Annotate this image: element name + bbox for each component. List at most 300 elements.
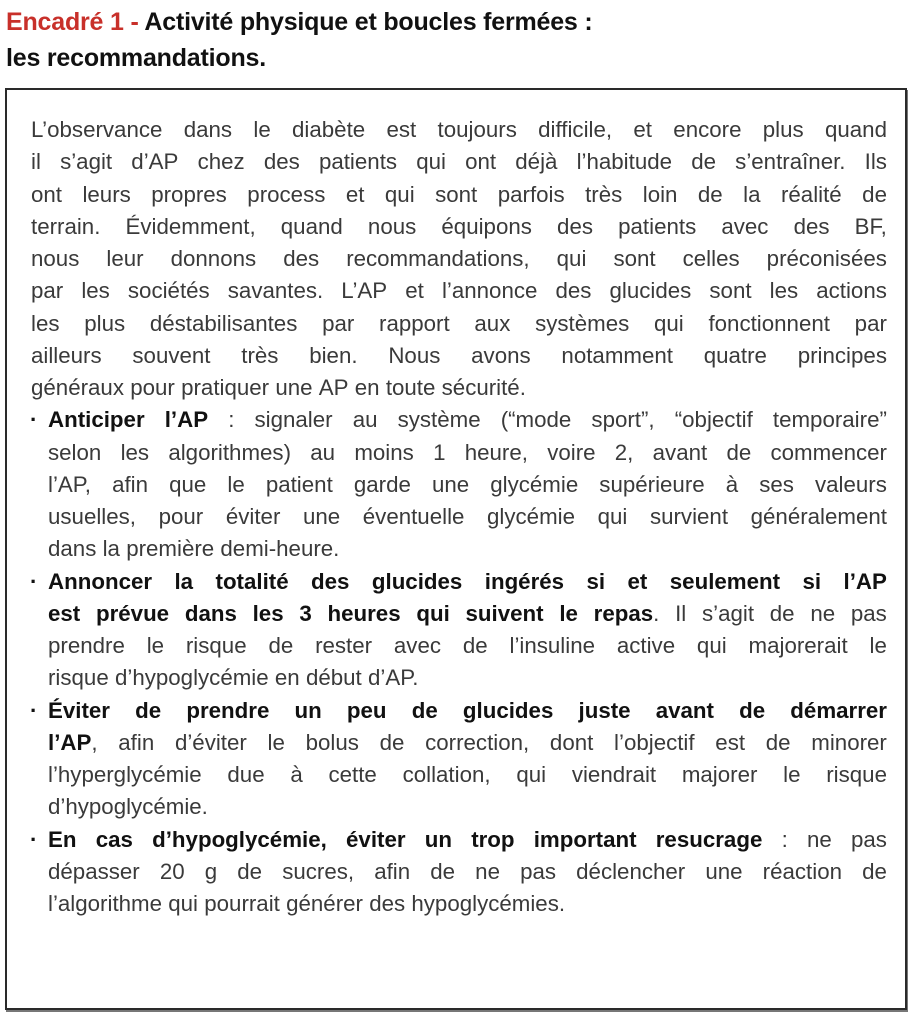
word [782,824,788,856]
word [185,598,237,630]
text: 2, [614,439,634,465]
text: et [633,117,652,142]
text: des [263,149,300,175]
word [286,888,363,920]
word [726,469,738,501]
text: cette [328,762,377,787]
text: avons [471,342,531,368]
text: de [769,600,795,626]
bold-text: et [627,568,648,594]
text: garde [353,471,411,497]
text: première [126,536,215,562]
word [433,437,445,469]
text: éviter [225,504,281,529]
text: à [725,471,739,497]
text: ne [806,826,832,852]
text: afin [112,471,149,497]
text-line [48,824,887,856]
word [152,824,327,856]
word [709,275,751,307]
word [475,856,500,888]
word [354,437,413,469]
word [184,114,232,146]
text: collation, [402,762,491,787]
text: qui [653,310,684,336]
word [705,856,742,888]
word [810,598,835,630]
word [299,598,311,630]
word [48,469,91,501]
word [169,469,206,501]
text-line [31,340,887,372]
text: pour [130,375,175,400]
text: le [227,471,245,497]
word [474,308,510,340]
word [466,598,544,630]
word [425,727,529,759]
word [726,437,751,469]
word [815,469,887,501]
word [432,469,469,501]
word [48,533,96,565]
word [498,179,565,211]
word [216,566,289,598]
text-line [48,501,887,533]
word [346,824,406,856]
word [346,179,365,211]
word [807,824,832,856]
bold-text: prévue [95,600,170,626]
text: afin [118,729,155,755]
text: une [302,504,341,529]
word [865,146,887,178]
text: dépasser [48,858,140,884]
word [771,437,887,469]
text: et [345,181,365,207]
bold-text: seulement [669,568,781,594]
text: supérieure [599,471,705,497]
text: recommandations, [346,246,530,271]
bold-text: En [48,826,77,852]
text: ne [475,858,500,884]
text: généralement [750,504,887,529]
text: . [653,600,660,626]
text: à [290,762,303,787]
text: souvent [132,342,211,368]
word [309,340,357,372]
word [319,372,349,404]
word [48,437,101,469]
text: le [267,729,285,755]
word [441,211,532,243]
word [31,308,60,340]
bold-text: resucrage [655,826,763,852]
word [572,759,656,791]
bold-text: est [48,600,81,626]
bold-text: cas [95,826,133,852]
text: risque [826,762,887,787]
text-line [48,533,887,565]
text: de [379,729,405,755]
bold-text: démarrer [790,697,887,723]
text: : [228,407,235,433]
bold-text: totalité [215,568,289,594]
text: Ils [864,149,887,175]
word [228,275,323,307]
text-line [31,114,887,146]
text: préconisées [766,246,887,271]
text: (“mode [500,407,572,433]
text: sont [613,246,656,271]
bold-text: prendre [186,697,270,723]
text: l’insuline [509,633,596,658]
text: et [405,278,424,304]
word [435,179,477,211]
word [442,275,537,307]
word [147,630,164,662]
text: Évidemment, [125,213,256,239]
word [816,275,887,307]
text: une [705,858,743,884]
bold-text: l’AP [164,407,209,433]
text: éventuelle [362,504,465,529]
text: les [120,439,150,465]
word [743,179,760,211]
word [31,372,124,404]
word [790,695,887,727]
word [826,759,887,791]
word [613,243,655,275]
bold-text: glucides [462,697,554,723]
word [869,630,886,662]
word [691,146,716,178]
word [347,695,387,727]
word [310,437,335,469]
bold-text: l’AP [843,568,887,594]
word [698,179,723,211]
bold-text: d’hypoglycémie, [152,826,327,852]
text: avant [652,439,708,465]
word [247,179,325,211]
recommendation-item [31,824,887,921]
text: l’habitude [576,149,673,175]
word [670,566,780,598]
word [31,211,100,243]
recommendation-item [31,695,887,824]
text: commencer [770,439,887,465]
text-line [31,179,887,211]
title-line-2: les recommandations. [6,44,266,72]
word [697,630,727,662]
recommendation-item [31,404,887,565]
text: de [691,149,717,175]
word [550,727,593,759]
text: terrain. [31,213,101,239]
word [31,146,41,178]
text-line [31,146,887,178]
word [353,404,378,436]
bold-text: suivent [465,600,544,626]
word [281,211,343,243]
text-line [48,727,887,759]
text: notamment [561,342,673,368]
bold-text: qui [416,600,450,626]
text: “objectif [674,407,753,433]
word [844,566,887,598]
word [851,824,887,856]
word [394,630,441,662]
word [48,404,145,436]
text: demi-heure. [220,536,340,562]
word [561,340,673,372]
word [379,308,450,340]
text-line [48,856,887,888]
word [704,340,767,372]
word [398,404,481,436]
text: généraux [31,375,124,400]
text: déclencher [576,858,686,884]
text-line [48,695,887,727]
word [770,275,799,307]
text-line [48,566,887,598]
word [292,114,365,146]
word [31,243,79,275]
text: glycémie [487,504,575,529]
word [557,211,593,243]
text: process [247,181,326,207]
text: pas [850,826,887,852]
text: leur [106,246,144,271]
word [739,695,765,727]
word [749,630,848,662]
text: d’AP. [367,665,419,691]
text: sont [709,278,752,304]
bullet-icon: · [30,407,38,433]
text: majorerait [748,633,848,658]
text: déstabilisantes [149,310,298,336]
word [485,566,564,598]
word [290,759,302,791]
text: qui [384,181,415,207]
word [411,888,565,920]
text: bolus [305,729,359,755]
text: de [765,729,791,755]
text: sucres, [282,858,355,884]
word [386,114,416,146]
text: active [616,633,676,658]
text-line [48,437,887,469]
text: d’AP [131,149,179,175]
word [322,308,354,340]
word [372,566,462,598]
word [306,727,359,759]
word [654,308,684,340]
text: d’éviter [174,729,247,755]
text: 1 [433,439,446,465]
text: algorithmes) [168,439,292,465]
word [48,824,77,856]
word [405,275,424,307]
bullet-icon: · [30,697,38,723]
word [803,566,822,598]
word [594,598,660,630]
text: quand [824,117,887,142]
text-line [48,888,887,920]
word [327,598,400,630]
word [131,146,178,178]
text-line [48,662,887,694]
text-line [31,372,887,404]
text: de [862,858,887,884]
word [48,501,136,533]
text: chez [197,149,245,175]
word [198,146,245,178]
box-body [31,114,887,920]
text: des [369,891,406,916]
text: heure, [464,439,528,465]
text: avec [393,633,442,658]
word [48,695,110,727]
word [31,114,162,146]
word [633,114,652,146]
intro-paragraph [31,114,887,404]
text: en [354,375,380,400]
text-line [48,598,887,630]
word [204,888,280,920]
text: s’agit [60,149,113,175]
word [227,759,264,791]
word [126,211,256,243]
text: des [283,246,320,271]
word [160,856,185,888]
text: très [585,181,623,207]
text: leurs [82,181,131,207]
box-label: Encadré 1 - [6,8,145,36]
text: de [430,858,456,884]
word [386,372,436,404]
bold-text: les [252,600,284,626]
text: système [397,407,481,433]
bold-text: dans [184,600,237,626]
bold-text: peu [346,697,387,723]
text: la [743,181,761,207]
word [237,856,262,888]
word [465,437,528,469]
bold-text: repas [593,600,654,626]
bold-text: éviter [346,826,406,852]
word [315,630,372,662]
word [650,501,728,533]
word [721,211,768,243]
word [266,469,333,501]
word [368,211,416,243]
bold-text: l’AP [48,729,92,755]
word [534,824,637,856]
title-text-1: Activité physique et boucles fermées : [144,8,593,36]
word [241,340,278,372]
text: moins [354,439,414,465]
word [509,630,595,662]
word [168,888,198,920]
text: patients [618,213,697,239]
word [151,179,227,211]
text: risque [185,633,247,658]
text-line [31,275,887,307]
text: les [31,310,60,336]
text: sont [435,181,478,207]
word [767,243,887,275]
word [31,340,102,372]
text: quatre [703,342,767,368]
text: BF, [854,213,887,239]
word [255,404,333,436]
word [520,856,556,888]
bold-text: avant [655,697,714,723]
word [425,824,452,856]
word [487,501,575,533]
word [282,856,354,888]
text: selon [48,439,102,465]
word [825,114,887,146]
text: que [169,471,207,497]
text: s’agit [701,600,755,626]
word [48,662,109,694]
text: d’hypoglycémie. [48,794,208,820]
word [465,146,496,178]
text: sociétés [127,278,210,304]
word [121,437,150,469]
text: sécurité. [441,375,526,400]
text: afin [374,858,411,884]
word [374,856,410,888]
word [303,501,340,533]
word [311,566,349,598]
text: de [862,181,887,207]
word [463,630,488,662]
word [656,695,714,727]
recommendations-list [31,404,887,920]
word [763,856,842,888]
word [82,179,130,211]
text: pas [520,858,557,884]
text: est [715,729,746,755]
word [368,662,418,694]
word [579,695,631,727]
text: dont [549,729,594,755]
text: savantes. [227,278,324,304]
bold-text: juste [578,697,631,723]
word [328,759,376,791]
text-line [31,243,887,275]
word [862,179,887,211]
word [403,759,491,791]
text: 20 [159,858,185,884]
text: réalité [780,181,842,207]
text: de [697,181,723,207]
word [576,856,685,888]
text: des [555,278,592,304]
word [610,275,692,307]
word [516,759,546,791]
text: le [783,762,801,787]
text: patients [318,149,398,175]
text: AP [318,375,349,400]
text: déjà [515,149,558,175]
word [132,340,210,372]
text: risque [48,665,109,691]
text: actions [816,278,887,304]
word [783,759,800,791]
